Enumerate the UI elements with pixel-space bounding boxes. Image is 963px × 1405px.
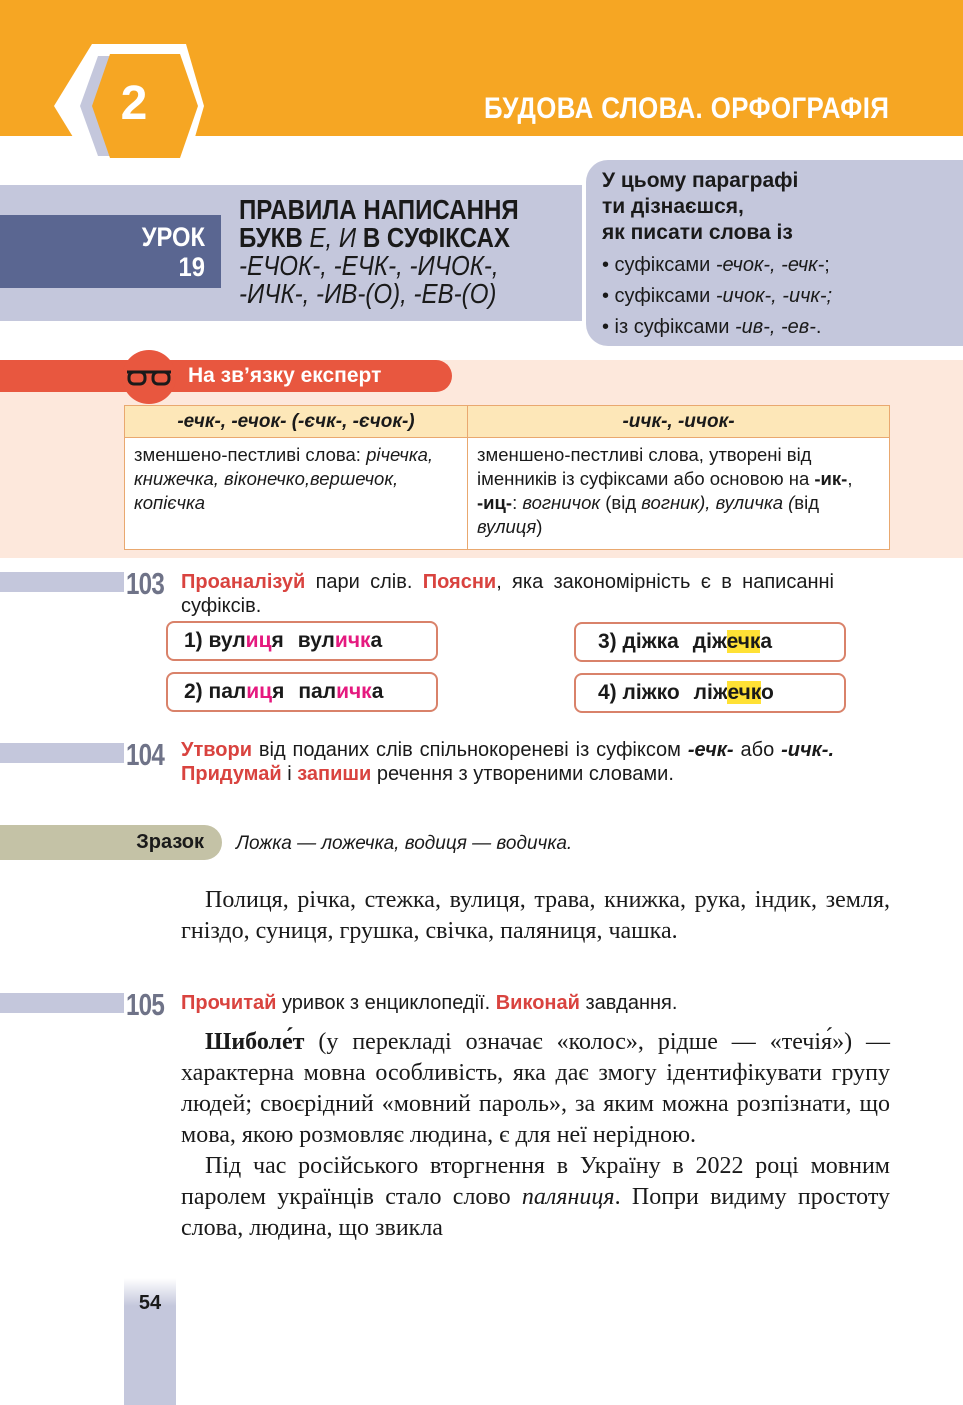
exercise-number-103: 103 — [126, 566, 165, 601]
table-cell-1: зменшено-пестливі слова: річечка, книжечка, віконечко,вершечок, копієчка — [125, 438, 468, 550]
expert-label: На зв’язку експерт — [188, 364, 382, 387]
exercise-103-text: Проаналізуй пари слів. Поясни, яка закономірність є в написанні суфіксів. — [181, 571, 834, 617]
sample-text: Ложка — ложечка, водиця — водичка. — [236, 833, 573, 854]
word-pair-4: 4) ліжко ліжечко — [574, 673, 846, 713]
excerpt-paragraph-2: Під час російського вторгнення в Україну в 2022 році мовним паролем українців стало слово паляниця. Попри видиму простоту слова, людина, що звикла — [181, 1153, 891, 1241]
glasses-icon — [125, 364, 173, 388]
exercise-number-104: 104 — [126, 737, 165, 772]
exercise-104-text: Утвори від поданих слів спільнокореневі із суфіксом -ечк- або -ичк-. Придумай і запиши речення з утвореними словами. — [181, 739, 834, 785]
goals-list — [602, 250, 949, 343]
table-header-1: -ечк-, -ечок- (-єчк-, -єчок-) — [125, 406, 468, 438]
lesson-word: УРОК — [141, 222, 205, 252]
word-pair-2: 2) палиця паличка — [166, 672, 438, 712]
exercise-bar — [0, 743, 124, 763]
title-line-3: -ЕЧОК-, -ЕЧК-, -ИЧОК-, — [239, 250, 499, 281]
lesson-number: 19 — [178, 252, 205, 282]
chapter-number: 2 — [120, 76, 148, 130]
exercise-105-text: Прочитай уривок з енциклопедії. Виконай завдання. — [181, 992, 678, 1014]
page-number: 54 — [138, 1292, 162, 1314]
encyclopedia-excerpt — [181, 1027, 890, 1244]
chapter-title: БУДОВА СЛОВА. ОРФОГРАФІЯ — [483, 92, 889, 125]
table-header-2: -ичк-, -ичок- — [468, 406, 890, 438]
table-cell-2: зменшено-пестливі слова, утворені від іменників із суфіксами або основою на -ик-, -иц-: вогничок (від вогник), вуличка (від вулиця) — [468, 438, 890, 550]
lesson-goals — [586, 160, 963, 346]
goal-item: • суфіксами -ичок-, -ичк-; — [602, 285, 833, 307]
exercise-bar — [0, 572, 124, 592]
expert-table — [124, 405, 890, 550]
excerpt-paragraph-1: Шиболе́т (у перекладі означає «колос», рідше — «течія́») — характерна мовна особливість, яка дає змогу ідентифікувати групу людей; своєрідний «мовний пароль», за яким можна розпізнати, що мова, якою розмовляє людина, є для неї нерідною. — [181, 1029, 890, 1148]
goal-item: • суфіксами -ечок-, -ечк-; — [602, 254, 830, 276]
title-line-1: ПРАВИЛА НАПИСАННЯ — [239, 194, 519, 225]
title-line-4: -ИЧК-, -ИВ-(О), -ЕВ-(О) — [239, 278, 497, 309]
exercise-104-words: Полиця, річка, стежка, вулиця, трава, книжка, рука, індик, земля, гніздо, суниця, грушка, свічка, паляниця, чашка. — [181, 887, 890, 944]
lesson-label — [0, 215, 221, 288]
word-pair-3: 3) діжка діжечка — [574, 622, 846, 662]
lesson-title: ПРАВИЛА НАПИСАННЯ БУКВ Е, И В СУФІКСАХ -ЕЧОК-, -ЕЧК-, -ИЧОК-, -ИЧК-, -ИВ-(О), -ЕВ-(О) — [239, 194, 519, 309]
sample-label: Зразок — [0, 825, 222, 860]
exercise-number-105: 105 — [126, 987, 165, 1022]
goal-item: • із суфіксами -ив-, -ев-. — [602, 316, 822, 338]
exercise-bar — [0, 993, 124, 1013]
expert-badge — [122, 350, 176, 404]
word-pair-1: 1) вулиця вуличка — [166, 621, 438, 661]
goals-heading: У цьому параграфі ти дізнаєшся, як писати слова із — [602, 169, 799, 244]
